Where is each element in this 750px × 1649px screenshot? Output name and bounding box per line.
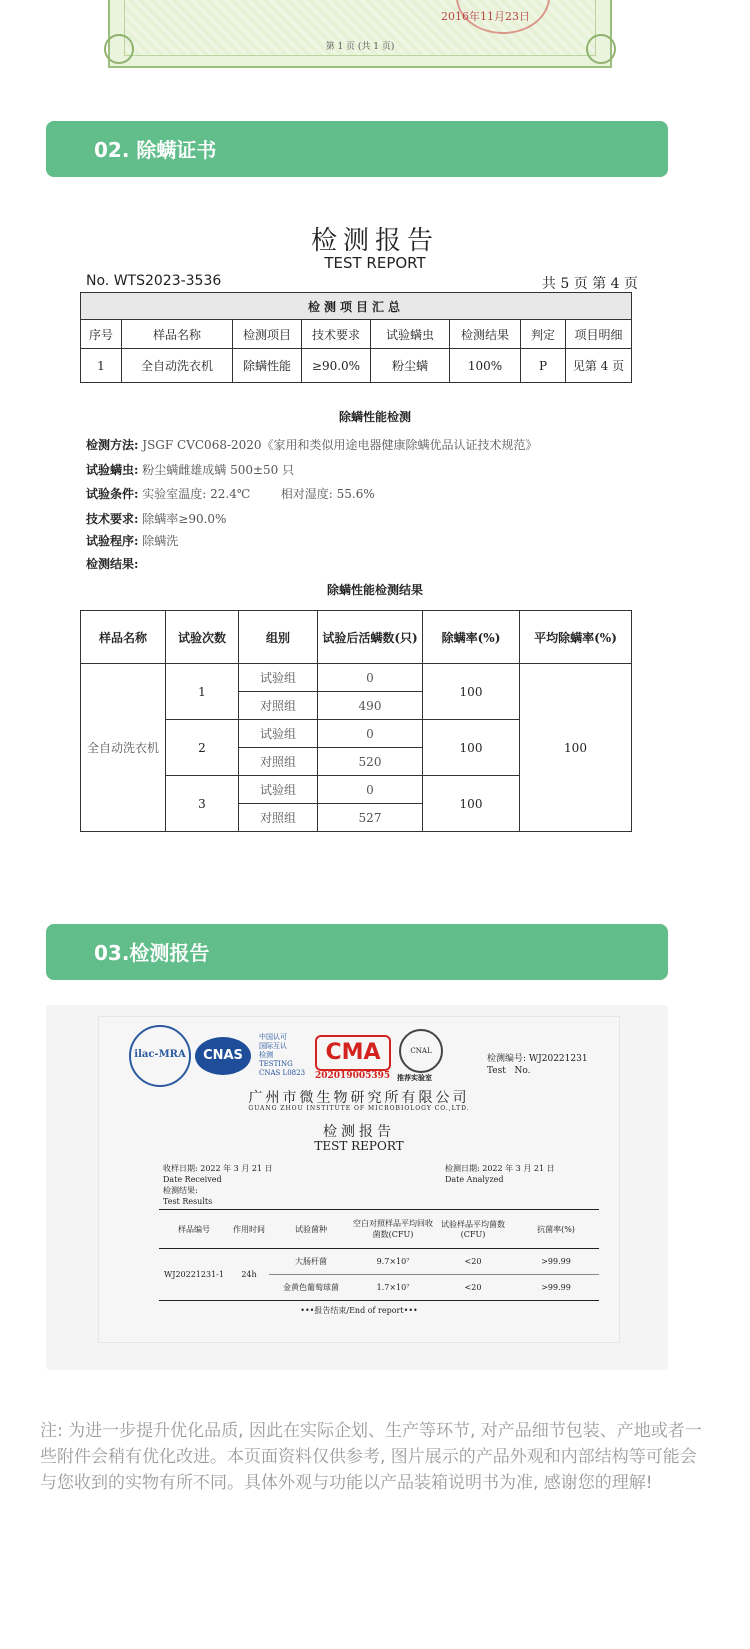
doc-title-en: TEST REPORT xyxy=(314,1139,404,1153)
removal-rate: 100 xyxy=(423,664,520,720)
section-03-title: 03.检测报告 xyxy=(94,941,210,965)
mite-count: 0 xyxy=(318,664,423,692)
mite-count: 520 xyxy=(318,748,423,776)
group-label: 试验组 xyxy=(239,776,318,804)
test-number xyxy=(487,1053,588,1077)
summary-col: 样品名称 xyxy=(122,320,233,349)
summary-table xyxy=(80,292,632,383)
strain: 大肠杆菌 xyxy=(295,1257,327,1266)
institute-name-en: GUANG ZHOU INSTITUTE OF MICROBIOLOGY CO.,LTD. xyxy=(248,1105,470,1112)
summary-cell: 1 xyxy=(81,349,122,383)
summary-cell: 100% xyxy=(450,349,521,383)
contact-time: 24h xyxy=(241,1270,257,1279)
antibacterial-rate: >99.99 xyxy=(541,1283,571,1292)
field-method xyxy=(86,436,538,453)
field-label: 试验程序: xyxy=(86,534,139,548)
received-block xyxy=(163,1163,273,1207)
received-date: 收样日期: 2022 年 3 月 21 日 xyxy=(163,1164,273,1173)
results-label: 检测结果: xyxy=(163,1186,198,1195)
report-title-en: TEST REPORT xyxy=(324,254,426,272)
summary-cell: 全自动洗衣机 xyxy=(122,349,233,383)
summary-cell: ≥90.0% xyxy=(302,349,371,383)
cnas-text xyxy=(259,1033,305,1078)
field-label: 试验螨虫: xyxy=(86,463,139,477)
removal-rate: 100 xyxy=(423,776,520,832)
report-title: 检测报告 xyxy=(310,226,439,256)
summary-col: 检测项目 xyxy=(233,320,302,349)
results-header: 组别 xyxy=(239,611,318,664)
cma-number: 202019005395 xyxy=(315,1071,391,1081)
results-header: 试验次数 xyxy=(166,611,239,664)
strain: 金黄色葡萄球菌 xyxy=(283,1283,339,1292)
group-label: 对照组 xyxy=(239,804,318,832)
summary-col: 试验螨虫 xyxy=(371,320,450,349)
cnal-text: 推荐实验室 xyxy=(397,1073,432,1082)
microbe-table xyxy=(159,1209,599,1301)
cma-logo-icon: CMA xyxy=(315,1035,391,1071)
field-value: 除螨率≥90.0% xyxy=(142,512,227,526)
field-value: 粉尘螨雌雄成螨 500±50 只 xyxy=(142,463,295,477)
microbe-header: 作用时间 xyxy=(233,1224,265,1234)
cnas-line: 中国认可 xyxy=(259,1033,287,1041)
field-value: 实验室温度: 22.4℃ 相对湿度: 55.6% xyxy=(142,487,375,501)
results-label-en: Test Results xyxy=(163,1197,213,1206)
summary-heading: 检测项目汇总 xyxy=(81,293,632,320)
cnas-line: CNAS L0823 xyxy=(259,1069,306,1077)
ornament-icon xyxy=(586,34,616,64)
section-02-header xyxy=(46,121,668,177)
group-label: 对照组 xyxy=(239,748,318,776)
field-requirement xyxy=(86,510,226,527)
blank-count: 9.7×10⁷ xyxy=(376,1257,410,1266)
microbe-header: 空白对照样品平均回收菌数(CFU) xyxy=(353,1219,433,1239)
field-label: 检测方法: xyxy=(86,438,139,452)
test-number-label: 检测编号: WJ20221231 xyxy=(487,1054,588,1064)
mite-count: 0 xyxy=(318,720,423,748)
microbe-header: 试验菌种 xyxy=(295,1224,327,1234)
sample-count: <20 xyxy=(464,1283,482,1292)
section-03-header xyxy=(46,924,668,980)
sample-count: <20 xyxy=(464,1257,482,1266)
mite-count: 490 xyxy=(318,692,423,720)
microbiology-report xyxy=(98,1016,620,1343)
report-number: No. WTS2023-3536 xyxy=(86,273,222,289)
summary-col: 检测结果 xyxy=(450,320,521,349)
section-02-title: 02. 除螨证书 xyxy=(94,138,217,162)
cnas-line: TESTING xyxy=(259,1060,293,1068)
field-result xyxy=(86,555,138,572)
field-conditions xyxy=(86,485,375,502)
summary-cell: 见第 4 页 xyxy=(566,349,632,383)
trial-number: 2 xyxy=(166,720,239,776)
cnal-logo-icon: CNAL xyxy=(399,1029,443,1073)
institute-name: 广州市微生物研究所有限公司 xyxy=(248,1090,470,1106)
analyzed-block xyxy=(445,1163,555,1185)
field-value: JSGF CVC068-2020《家用和类似用途电器健康除螨优品认证技术规范》 xyxy=(142,438,538,452)
removal-rate: 100 xyxy=(423,720,520,776)
summary-col: 序号 xyxy=(81,320,122,349)
method-title: 除螨性能检测 xyxy=(338,410,411,424)
field-value: 除螨洗 xyxy=(142,534,179,548)
doc-title: 检测报告 xyxy=(323,1124,395,1140)
microbe-header: 抗菌率(%) xyxy=(537,1224,575,1234)
field-label: 技术要求: xyxy=(86,512,139,526)
results-header: 样品名称 xyxy=(81,611,166,664)
summary-cell: 除螨性能 xyxy=(233,349,302,383)
analyzed-date: 检测日期: 2022 年 3 月 21 日 xyxy=(445,1164,555,1173)
summary-cell: P xyxy=(521,349,566,383)
analyzed-en: Date Analyzed xyxy=(445,1175,504,1184)
ornament-icon xyxy=(104,34,134,64)
microbe-header: 样品编号 xyxy=(178,1224,210,1234)
results-table xyxy=(80,610,632,832)
results-title: 除螨性能检测结果 xyxy=(326,583,423,597)
group-label: 试验组 xyxy=(239,664,318,692)
average-rate: 100 xyxy=(520,664,632,832)
sample-id: WJ20221231-1 xyxy=(164,1270,224,1279)
summary-col: 判定 xyxy=(521,320,566,349)
mite-count: 527 xyxy=(318,804,423,832)
summary-col: 项目明细 xyxy=(566,320,632,349)
test-number-en: Test No. xyxy=(487,1066,531,1076)
antibacterial-rate: >99.99 xyxy=(541,1257,571,1266)
results-header: 试验后活螨数(只) xyxy=(318,611,423,664)
group-label: 对照组 xyxy=(239,692,318,720)
certificate-page: 第 1 页 (共 1 页) xyxy=(325,42,395,52)
report-page-info: 共 5 页 第 4 页 xyxy=(541,276,638,292)
summary-cell: 粉尘螨 xyxy=(371,349,450,383)
disclaimer-note: 注: 为进一步提升优化品质, 因此在实际企划、生产等环节, 对产品细节包装、产地或者一些附件会稍有优化改进。本页面资料仅供参考, 图片展示的产品外观和内部结构等可能会与您收到的实物有所不同。具体外观与功能以产品装箱说明书为准, 感谢您的理解! xyxy=(40,1421,702,1493)
microbe-header: 试验样品平均菌数(CFU) xyxy=(441,1220,505,1239)
field-procedure xyxy=(86,532,178,549)
results-header: 除螨率(%) xyxy=(423,611,520,664)
results-sample: 全自动洗衣机 xyxy=(81,664,166,832)
mite-count: 0 xyxy=(318,776,423,804)
field-mite xyxy=(86,461,294,478)
certificate-date: 2016年11月23日 xyxy=(441,10,530,23)
cnas-line: 国际互认 xyxy=(259,1042,287,1050)
field-label: 试验条件: xyxy=(86,487,139,501)
received-en: Date Received xyxy=(163,1175,222,1184)
results-header: 平均除螨率(%) xyxy=(520,611,632,664)
cnas-line: 检测 xyxy=(259,1051,273,1059)
blank-count: 1.7×10⁷ xyxy=(376,1283,410,1292)
end-of-report: •••报告结束/End of report••• xyxy=(300,1306,418,1315)
trial-number: 3 xyxy=(166,776,239,832)
summary-col: 技术要求 xyxy=(302,320,371,349)
trial-number: 1 xyxy=(166,664,239,720)
group-label: 试验组 xyxy=(239,720,318,748)
ilac-mra-logo-icon: ilac-MRA xyxy=(129,1025,191,1087)
cnas-logo-icon: CNAS xyxy=(195,1037,251,1075)
certificate-image xyxy=(108,0,612,68)
field-label: 检测结果: xyxy=(86,557,139,571)
